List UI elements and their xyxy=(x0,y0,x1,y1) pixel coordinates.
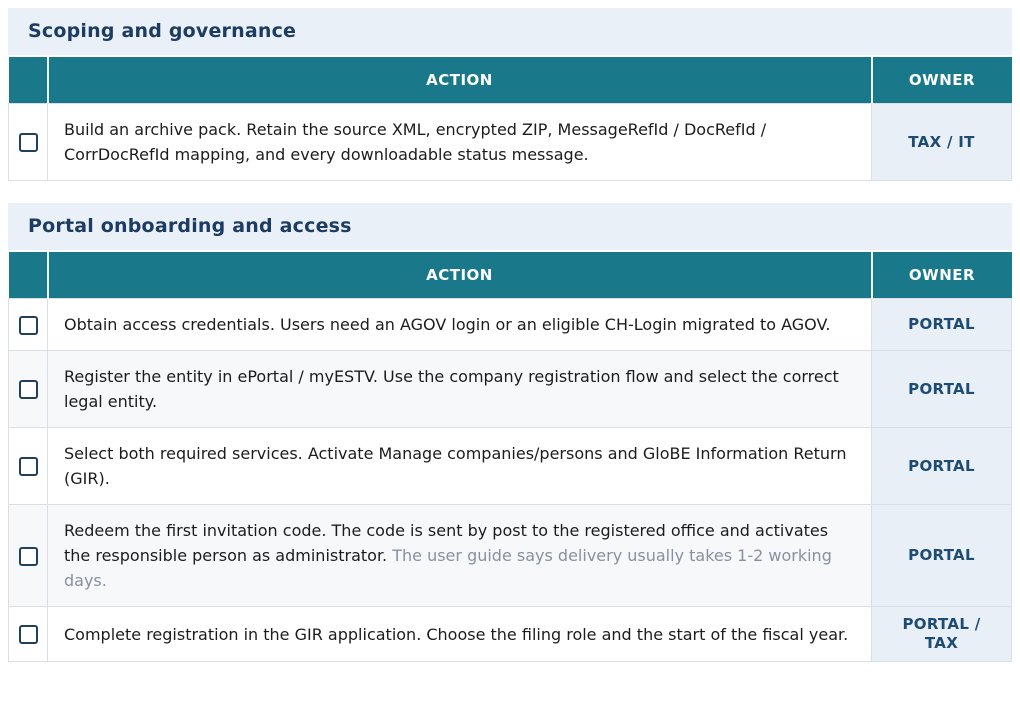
checkbox-cell xyxy=(9,505,48,607)
task-checkbox[interactable] xyxy=(19,547,38,566)
checklist-table xyxy=(8,57,1012,181)
owner-cell: TAX / IT xyxy=(872,104,1012,181)
table-row xyxy=(9,428,1012,505)
section-title: Portal onboarding and access xyxy=(28,215,352,237)
action-text: Select both required services. Activate Manage companies/persons and GloBE Information Return (GIR). xyxy=(64,444,847,488)
action-cell xyxy=(48,104,872,181)
task-checkbox[interactable] xyxy=(19,316,38,335)
task-checkbox[interactable] xyxy=(19,625,38,644)
table-row xyxy=(9,104,1012,181)
checkbox-cell xyxy=(9,607,48,662)
action-column-header: ACTION xyxy=(48,252,872,299)
task-checkbox[interactable] xyxy=(19,380,38,399)
owner-cell: PORTAL / TAX xyxy=(872,607,1012,662)
action-column-header: ACTION xyxy=(48,57,872,104)
table-row xyxy=(9,505,1012,607)
table-row xyxy=(9,607,1012,662)
owner-cell: PORTAL xyxy=(872,505,1012,607)
task-checkbox[interactable] xyxy=(19,457,38,476)
table-header-row xyxy=(9,57,1012,104)
action-cell xyxy=(48,351,872,428)
section-header xyxy=(8,203,1012,250)
owner-column-header: OWNER xyxy=(872,57,1012,104)
action-text: Redeem the first invitation code. The code is sent by post to the registered office and activates the responsible person as administrator. xyxy=(64,521,829,565)
checkbox-column-header xyxy=(9,57,48,104)
checkbox-cell xyxy=(9,428,48,505)
table-body xyxy=(9,299,1012,662)
checkbox-cell xyxy=(9,351,48,428)
table-body xyxy=(9,104,1012,181)
section-portal-onboarding xyxy=(8,203,1012,662)
checkbox-column-header xyxy=(9,252,48,299)
action-cell xyxy=(48,299,872,351)
owner-column-header: OWNER xyxy=(872,252,1012,299)
table-header-row xyxy=(9,252,1012,299)
action-note-text: The user guide says delivery usually takes 1-2 working days. xyxy=(64,546,832,590)
table-row xyxy=(9,351,1012,428)
owner-cell: PORTAL xyxy=(872,428,1012,505)
section-title: Scoping and governance xyxy=(28,20,297,42)
action-cell xyxy=(48,607,872,662)
checkbox-cell xyxy=(9,299,48,351)
action-text: Complete registration in the GIR application. Choose the filing role and the start of the fiscal year. xyxy=(64,624,849,644)
owner-cell: PORTAL xyxy=(872,299,1012,351)
action-text: Register the entity in ePortal / myESTV. Use the company registration flow and select the correct legal entity. xyxy=(64,367,839,411)
section-scoping-governance xyxy=(8,8,1012,181)
action-text: Obtain access credentials. Users need an AGOV login or an eligible CH-Login migrated to AGOV. xyxy=(64,315,831,334)
checklist-table xyxy=(8,252,1012,662)
table-row xyxy=(9,299,1012,351)
section-header xyxy=(8,8,1012,55)
owner-cell: PORTAL xyxy=(872,351,1012,428)
action-cell xyxy=(48,428,872,505)
action-text: Build an archive pack. Retain the source XML, encrypted ZIP, MessageRefId / DocRefId / CorrDocRefId mapping, and every downloadable status message. xyxy=(64,120,767,164)
task-checkbox[interactable] xyxy=(19,133,38,152)
action-cell xyxy=(48,505,872,607)
checkbox-cell xyxy=(9,104,48,181)
